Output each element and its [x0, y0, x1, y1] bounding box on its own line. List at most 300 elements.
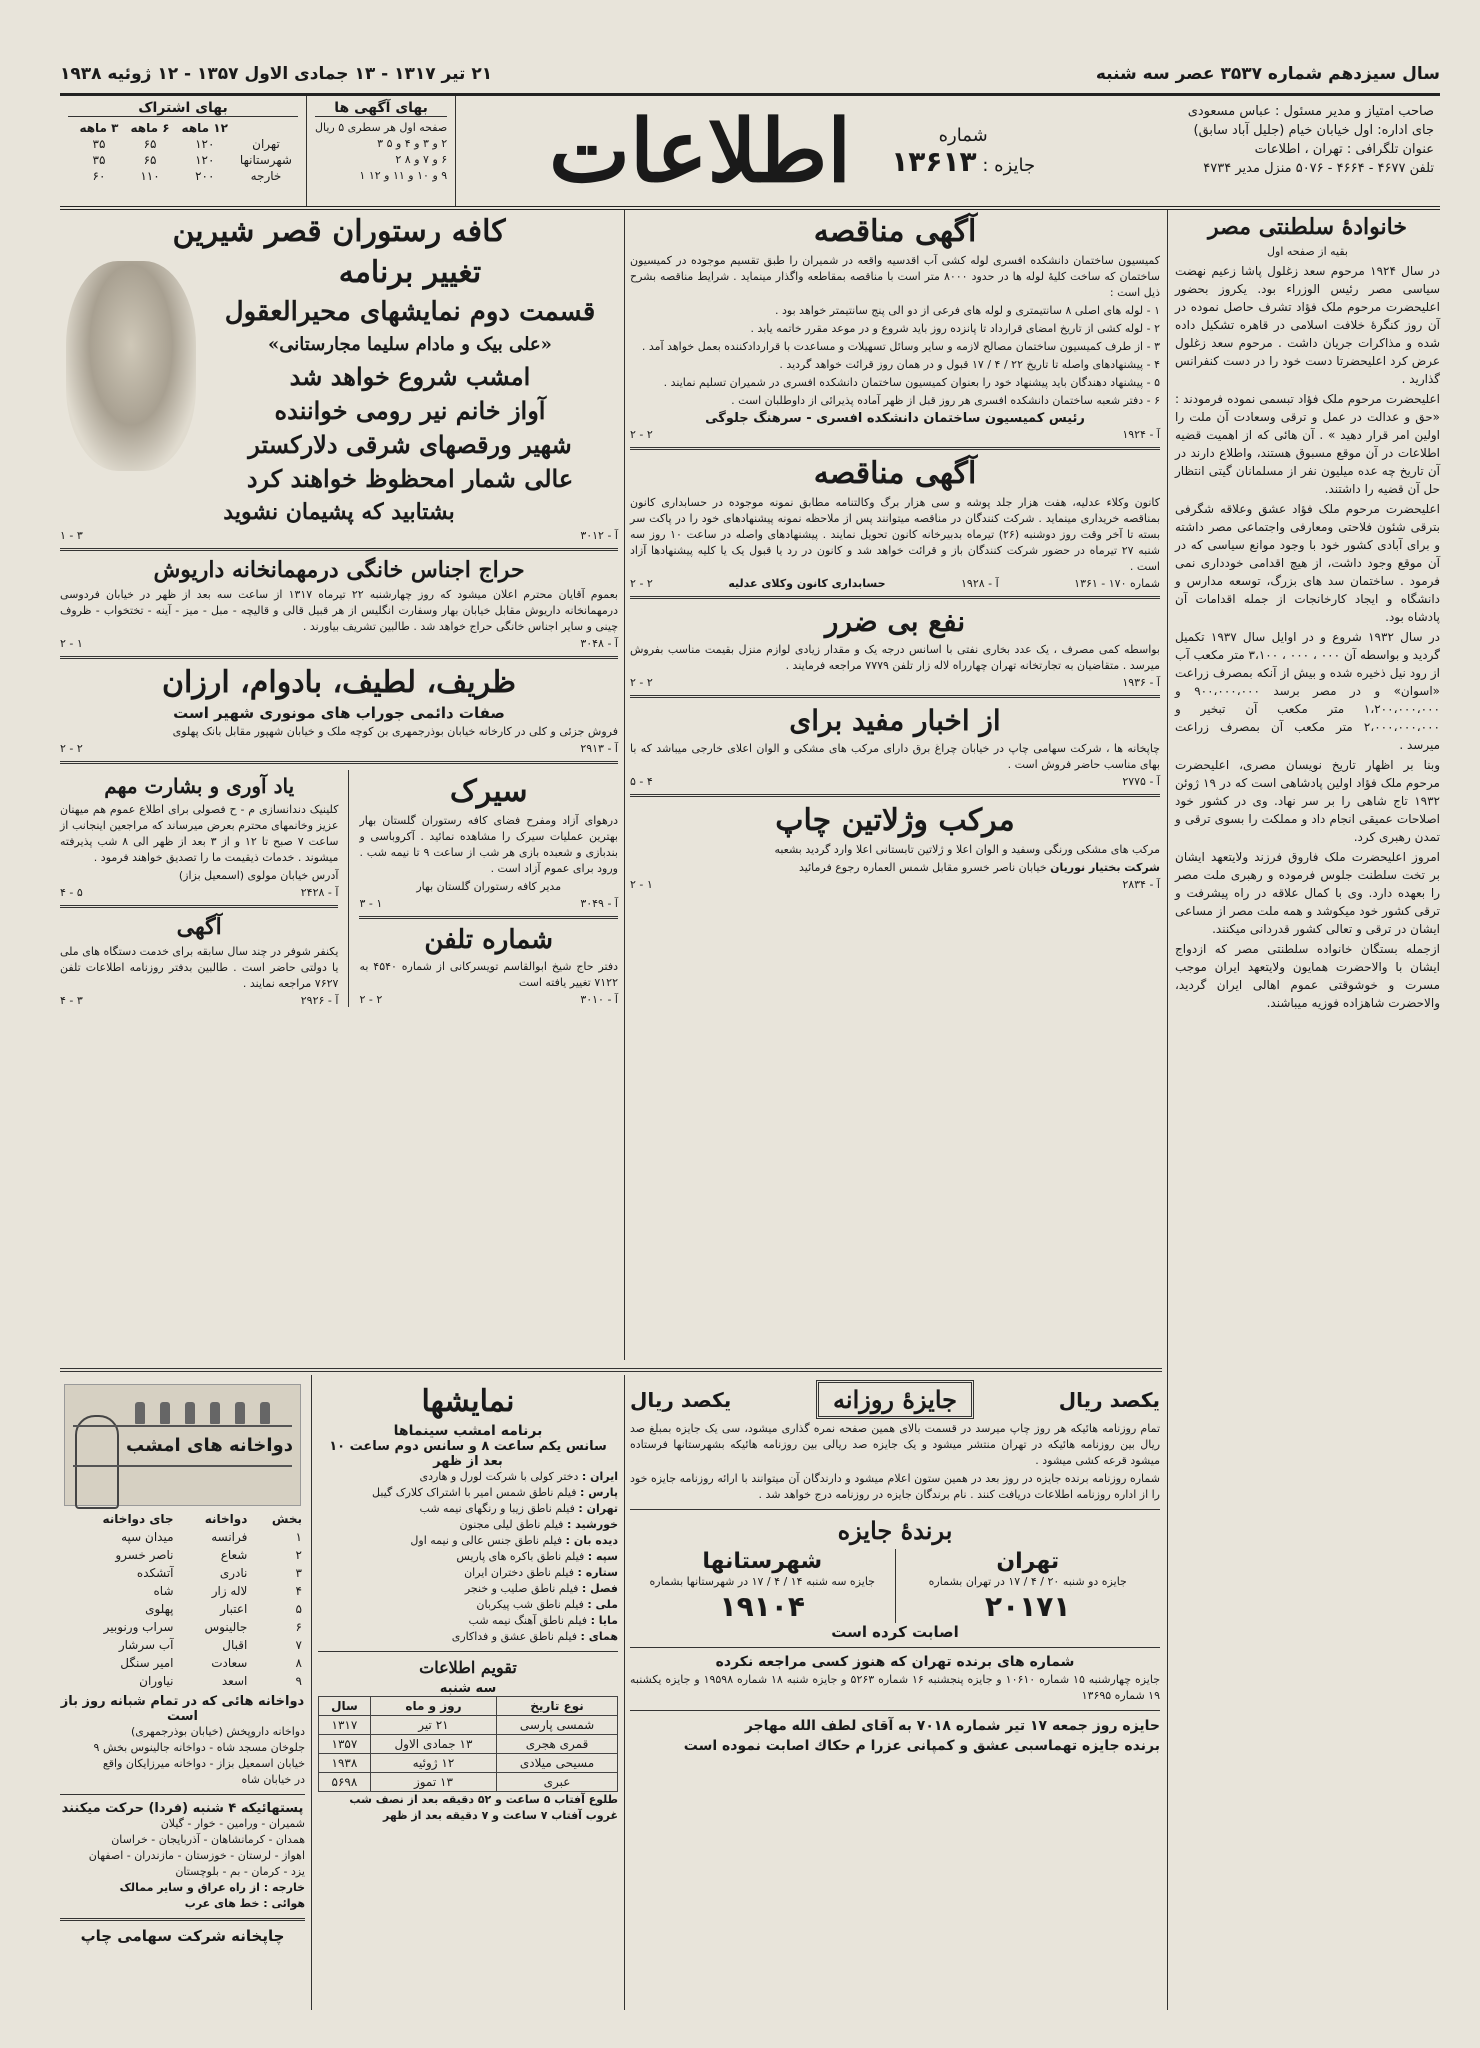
- phone-title: شماره تلفن: [424, 925, 554, 955]
- bottle: [235, 1402, 245, 1424]
- ink-body: مرکب های مشکی ورنگی وسفید و الوان اعلا و ژلاتین تابستانی اعلا وارد گردید بشعبه: [774, 843, 1160, 856]
- subs-cell: ۶۵: [143, 137, 157, 151]
- pharmacy-cell: ۵: [295, 1602, 302, 1616]
- tender2-body: کانون وکلاء عدلیه، هفت هزار جلد پوشه و سی هزار برگ وکالتنامه مطابق نمونه موجوده در حسابداری کانون بمناقصه خریداری مینماید . شرکت کنندگان در مناقصه میتوانند پس از ملاحظه نمونه پیشنهادهای خود را در پاکت سر بسته تا آخر وقت روز دوشنبه (۲۶) تیرماه بدبیرخانه کانون تحویل نمایند . پیشنهادهای واصله در ساعت ۱۰ روز سه شنبه ۲۷ تیرماه در حضور شرکت کنندگان باز و قرائت خواهد شد و کانون در رد یا قبول یک یا کلیه پیشنهادها آزاد است .: [630, 496, 1161, 573]
- ads-line: صفحه اول هر سطری ۵ ریال: [315, 121, 448, 134]
- tender1-item: ۱ - لوله های اصلی ۸ سانتیمتری و لوله های فرعی از دو الی پنج سانتیمتر خواهد بود .: [775, 304, 1160, 317]
- egypt-subtitle: بقیه از صفحه اول: [1267, 245, 1348, 258]
- cafe-line: شهیر ورقصهای شرقی دلارکستر: [248, 430, 572, 459]
- cinema-name: تهران :: [578, 1502, 618, 1515]
- ref-a: آ - ۲۸۳۴: [1122, 878, 1160, 891]
- ink-ref: [630, 878, 1160, 891]
- cafe-line: تغییر برنامه: [338, 255, 482, 290]
- tender1-item: ۶ - دفتر شعبه ساختمان دانشکده افسری هر روز قبل از ظهر آماده پذیرائی از داوطلبان است .: [731, 394, 1160, 407]
- section-divider: [60, 1794, 305, 1795]
- unclaimed-body: جایزه چهارشنبه ۱۵ شماره ۱۰۶۱۰ و جایزه پنجشنبه ۱۶ شماره ۵۲۶۳ و جایزه شنبه ۱۸ شماره ۱۹۵۹۸ و جایزه یکشنبه ۱۹ شماره ۱۳۶۹۵: [630, 1673, 1161, 1702]
- ads-line: ۹ و ۱۰ و ۱۱ و ۱۲ ۱: [359, 169, 448, 182]
- issue-date: ۲۱ تیر ۱۳۱۷ - ۱۳ جمادی الاول ۱۳۵۷ - ۱۲ ژوئیه ۱۹۳۸: [60, 64, 493, 84]
- ref-b: ۲ - ۲: [630, 577, 653, 590]
- calendar-cell: عبری: [497, 1773, 618, 1792]
- pharmacy-cell: سعادت: [211, 1656, 248, 1670]
- ads-price-box: [307, 96, 456, 206]
- bottle: [185, 1402, 195, 1424]
- tender2-sign: حسابداری کانون وکلای عدلیه: [728, 577, 886, 590]
- subs-cell: ۱۲۰: [195, 137, 215, 151]
- subs-cell: خارجه: [250, 169, 282, 183]
- section-divider: [60, 761, 618, 764]
- phone-ref: [359, 993, 618, 1006]
- circus-title: سیرک: [449, 774, 528, 809]
- pharmacist-figure: [75, 1415, 119, 1509]
- daily-body: تمام روزنامه هائیکه هر روز چاپ میرسد در قسمت بالای همین صفحه نمره گذاری میشود، سی یک جایزه بمبلغ صد ریال بین روزنامه هائیکه در تهران منتشر میشود و یک جایزه صد ریالی بین روزنامه هائیکه بشهرستانها فرستاده میشود قرعه کشی میشود .: [630, 1422, 1160, 1467]
- pharmacy-row: [60, 1672, 305, 1690]
- unclaimed-title: شماره های برنده تهران که هنوز کسی مراجعه نکرده: [715, 1654, 1075, 1670]
- auction-ref: [60, 637, 618, 650]
- ads-line: ۶ و ۷ و ۸ ۲: [395, 153, 448, 166]
- shelf: [73, 1425, 292, 1427]
- pharmacy-cell: اسعد: [221, 1674, 248, 1688]
- ref-a: آ - ۲۴۲۸: [300, 886, 339, 899]
- pharmacy-head: دواخانه: [204, 1512, 248, 1526]
- pharmacy-cell: فرانسه: [211, 1530, 248, 1544]
- circus-ad: [359, 770, 618, 1007]
- ref-b: ۴ - ۵: [630, 775, 653, 788]
- calendar-cell: ۱۳ جمادی الاول: [370, 1735, 496, 1754]
- notice-title: آگهی: [176, 914, 222, 940]
- press-name: چاپخانه شرکت سهامی چاپ: [80, 1927, 285, 1945]
- ref-b: ۱ - ۲: [60, 637, 83, 650]
- daily-footer: حایزه روز جمعه ۱۷ تیر شماره ۷۰۱۸ به آقای لطف الله مهاجر: [744, 1718, 1160, 1734]
- pharmacy-cell: میدان سپه: [121, 1530, 174, 1544]
- cinema-desc: دختر کولی با شرکت لورل و هاردی: [419, 1470, 579, 1483]
- section-divider: [60, 656, 618, 659]
- publisher-info: [1128, 96, 1440, 206]
- subscription-box: [60, 96, 307, 206]
- cinema-item: [318, 1549, 618, 1565]
- section-divider: [630, 1710, 1160, 1711]
- pharmacy-line: در خیابان شاه: [241, 1773, 305, 1786]
- egypt-paragraph: در سال ۱۹۳۲ شروع و در اوایل سال ۱۹۳۷ تکمیل گردید و بواسطه آن ۰۰۰ ، ۰۰۰ ، ۳،۱۰۰ متر مکعب آب از رود نیل ذخیره شده و بیش از آنکه بمصرف زراعت «اسوان» و در مصر برسد ۹۰۰،۰۰۰،۰۰۰ و ۱،۲۰۰،۰۰۰،۰۰۰ متر مکعب آن تبخیر و ۲،۰۰۰،۰۰۰،۰۰۰ متر مکعب آن بمصرف زراعت میرسد .: [1175, 630, 1440, 752]
- cinema-desc: فیلم ناطق باکره های پاریس: [456, 1550, 585, 1563]
- section-divider: [630, 1509, 1160, 1510]
- performer-portrait: [66, 261, 196, 471]
- cafe-line: بشتابید که پشیمان نشوید: [223, 499, 455, 525]
- circus-sign: مدیر کافه رستوران گلستان بهار: [416, 880, 562, 893]
- pharmacy-cell: ۸: [295, 1656, 302, 1670]
- daily-prize: [630, 1380, 1160, 2010]
- post-foreign: خارجه : از راه عراق و سایر ممالک: [119, 1881, 305, 1894]
- ref-a: آ - ۳۰۱۲: [580, 529, 618, 542]
- column-rule: [624, 210, 625, 1360]
- cinema-item: [318, 1517, 618, 1533]
- pharmacy-line: خیابان اسمعیل بزاز - دواخانه میرزایکان واقع: [102, 1757, 305, 1770]
- claimed-text: اصابت کرده است: [831, 1623, 959, 1641]
- page-columns: [60, 210, 1440, 2010]
- subs-cell: ۶۵: [143, 153, 157, 167]
- cinema-name: همای :: [580, 1630, 618, 1643]
- ref-a: آ - ۱۹۳۶: [1122, 676, 1160, 689]
- subs-cell: شهرستانها: [239, 153, 292, 167]
- column-rule: [348, 770, 349, 1007]
- cafe-title: کافه رستوران قصر شیرین: [172, 214, 506, 249]
- pharmacy-row: [60, 1546, 305, 1564]
- cinema-desc: فیلم ناطق عشق و فداکاری: [451, 1630, 578, 1643]
- column-rule: [1167, 210, 1168, 2010]
- section-divider: [60, 1918, 305, 1921]
- post-title: پستهائیکه ۴ شنبه (فردا) حرکت میکنند: [61, 1801, 304, 1816]
- daily-title: جایزهٔ روزانه: [816, 1380, 974, 1419]
- top-line: [60, 55, 1440, 96]
- pharmacy-cell: لاله زار: [211, 1584, 248, 1598]
- ref-b: ۲ - ۲: [630, 676, 653, 689]
- pharmacy-cell: ۹: [295, 1674, 302, 1688]
- tehran-winner: [896, 1549, 1161, 1623]
- address-line: جای اداره: اول خیابان خیام (جلیل آباد سابق): [1193, 123, 1434, 138]
- masthead: [60, 96, 1440, 210]
- ref-b: ۱ - ۳: [359, 897, 383, 910]
- pharmacy-illustration: [64, 1384, 301, 1506]
- tender1-sign: رئیس کمیسیون ساختمان دانشکده افسری - سرهنگ جلوگی: [705, 411, 1085, 426]
- socks-sub: صفات دائمی جوراب های مونوری شهیر است: [173, 704, 505, 722]
- cinema-section: [318, 1380, 618, 2010]
- pharmacy-cell: ۱: [295, 1530, 302, 1544]
- shelf: [73, 1465, 292, 1467]
- nafa-body: بواسطه کمی مصرف ، یک عدد بخاری نفتی با اسانس درجه یک و مقدار زیادی لوازم منزل بقیمت مناسب بفروش میرسد . متقاضیان به تجارتخانه تهران چهارراه لاله زار تلفن ۷۷۷۹ مراجعه فرمایند .: [630, 643, 1160, 672]
- cafe-line: «علی بیک و مادام سلیما مجارستانی»: [268, 334, 552, 355]
- cinema-desc: فیلم ناطق دختران ایران: [464, 1566, 574, 1579]
- ref-a: آ - ۳۰۴۹: [580, 897, 618, 910]
- bottom-divider: [60, 1368, 1162, 1372]
- cinema-name: فصل :: [581, 1582, 618, 1595]
- reminder-ad: [60, 770, 338, 1007]
- pharmacy-line: دواخانه داروپخش (خیابان بوذرجمهری): [130, 1725, 305, 1738]
- daily-footer: برنده جایزه تهماسبی عشق و کمپانی عزرا م حکاك اصابت نموده است: [683, 1738, 1160, 1754]
- issue-number: ۱۳۶۱۳: [891, 145, 977, 178]
- calendar-cell: مسیحی میلادی: [497, 1754, 618, 1773]
- bottle: [135, 1402, 145, 1424]
- tender1-item: ۴ - پیشنهادهای واصله تا تاریخ ۲۲ / ۴ / ۱۷ قبول و در همان روز قرائت خواهد گردید .: [779, 358, 1160, 371]
- newspaper-logo: اطلاعات: [549, 100, 852, 202]
- section-divider: [630, 794, 1160, 797]
- cafe-ref: [60, 529, 618, 542]
- sunrise: طلوع آفتاب ۵ ساعت و ۵۲ دقیقه بعد از نصف شب: [349, 1793, 618, 1806]
- ref-b: ۳ - ۴: [60, 994, 83, 1007]
- pharmacy-cell: نیاوران: [139, 1674, 174, 1688]
- cinema-item: [318, 1485, 618, 1501]
- pharmacy-cell: آتشکده: [136, 1566, 174, 1580]
- cities-line: جایزه سه شنبه ۱۴ / ۴ / ۱۷ در شهرستانها بشماره: [649, 1575, 875, 1588]
- ref-b: ۲ - ۲: [630, 428, 653, 441]
- section-divider: [630, 447, 1160, 450]
- subs-cell: ۱۱۰: [140, 169, 160, 183]
- ink-company: شرکت بختیار نوریان: [1050, 861, 1160, 874]
- owner-line: صاحب امتیاز و مدیر مسئول : عباس مسعودی: [1187, 104, 1434, 119]
- section-divider: [359, 916, 618, 919]
- tender1-item: ۲ - لوله کشی از تاریخ امضای قرارداد تا پانزده روز باید شروع و در موعد مقرر خاتمه یابد .: [750, 322, 1160, 335]
- pharmacy-head: بخش: [271, 1512, 302, 1526]
- section-divider: [318, 1651, 618, 1652]
- egypt-paragraph: اعلیحضرت مرحوم ملک فؤاد تبسمی نموده فرمودند : «حق و عدالت در عمل و ترقی وسعادت آن ملت را اولین امر قرار دهید » . آن هائی که از اهمیت قضیه اطلاعات در آن موقع مسبوق هستند، واطلاع دارند در آن تاریخ چه عده میلیون نفر از مسلمانان گیتی انتظار حل آن قضیه را داشتند.: [1175, 392, 1440, 496]
- socks-body: فروش جزئی و کلی در کارخانه خیابان بوذرجمهری بن کوچه ملک و خیابان شهپور مقابل بانک پهلوی: [172, 725, 618, 738]
- cinema-desc: فیلم ناطق لیلی مجنون: [459, 1518, 564, 1531]
- calendar-table: [318, 1696, 618, 1792]
- bottle: [210, 1402, 220, 1424]
- subs-head: ۶ ماهه: [130, 121, 170, 135]
- subs-cell: ۶۰: [92, 169, 106, 183]
- pharmacy-cell: اعتبار: [220, 1602, 248, 1616]
- ink-address: خیابان ناصر خسرو مقابل شمس العماره رجوع فرمائید: [798, 861, 1047, 874]
- section-divider: [630, 596, 1160, 599]
- subs-cell: ۳۵: [92, 137, 106, 151]
- auction-title: حراج اجناس خانگی درمهمانخانه داریوش: [153, 557, 525, 583]
- winners-title: برندهٔ جایزه: [837, 1516, 953, 1545]
- pharmacy-cell: ۴: [295, 1584, 302, 1598]
- pharmacy-row: [60, 1564, 305, 1582]
- tender2-date: شماره ۱۷۰ - ۱۳۶۱: [1074, 577, 1160, 590]
- circus-ref: [359, 897, 618, 910]
- ref-a: آ - ۱۹۲۴: [1122, 428, 1160, 441]
- issue-info: سال سیزدهم شماره ۳۵۳۷ عصر سه شنبه: [1095, 64, 1440, 84]
- calendar-cell: ۱۳ تموز: [370, 1773, 496, 1792]
- section-divider: [630, 695, 1160, 698]
- pharmacy-cell: ۳: [295, 1566, 302, 1580]
- akhbar-ref: [630, 775, 1160, 788]
- ref-a: آ - ۲۹۲۶: [300, 994, 339, 1007]
- calendar-title: تقویم اطلاعات: [419, 1658, 517, 1677]
- cinema-desc: فیلم ناطق آهنگ نیمه شب: [468, 1614, 588, 1627]
- cinema-item: [318, 1597, 618, 1613]
- post-line: همدان - کرمانشاهان - آذربایجان - خراسان: [111, 1833, 305, 1846]
- cinema-name: مایا :: [590, 1614, 618, 1627]
- cinema-item: [318, 1581, 618, 1597]
- pharmacy-note: دواخانه هائی که در تمام شبانه روز باز است: [60, 1694, 305, 1724]
- subs-head: ۳ ماهه: [79, 121, 119, 135]
- ref-a: آ - ۲۷۷۵: [1122, 775, 1160, 788]
- subs-cell: ۲۰۰: [195, 169, 215, 183]
- cinema-name: پارس :: [579, 1486, 618, 1499]
- cinema-desc: فیلم ناطق جنس عالی و نیمه اول: [410, 1534, 563, 1547]
- cinema-desc: فیلم ناطق زیبا و رنگهای نیمه شب: [419, 1502, 575, 1515]
- socks-ref: [60, 742, 618, 755]
- calendar-head: روز و ماه: [370, 1697, 496, 1716]
- cinema-subtitle: برنامه امشب سینماها: [393, 1423, 543, 1439]
- ads-line: ۲ و ۳ و ۴ و ۵ ۳: [377, 137, 448, 150]
- ref-b: ۲ - ۲: [359, 993, 383, 1006]
- ref-b: ۵ - ۴: [60, 886, 83, 899]
- issue-number-box: [891, 123, 1035, 179]
- post-line: شمیران - ورامین - خوار - گیلان: [160, 1817, 305, 1830]
- ref-b: ۳ - ۱: [60, 529, 83, 542]
- column-rule: [624, 1375, 625, 2010]
- daily-side: یکصد ریال: [1058, 1387, 1160, 1412]
- pharmacy-cell: شاه: [153, 1584, 174, 1598]
- reminder-ref: [60, 886, 338, 899]
- cinema-name: خورشید :: [566, 1518, 618, 1531]
- calendar-cell: ۲۱ تیر: [370, 1716, 496, 1735]
- socks-title: ظریف، لطیف، بادوام، ارزان: [162, 665, 516, 700]
- pharmacy-sign: دواخانه های امشب: [126, 1435, 293, 1456]
- daily-prize-header: [630, 1380, 1160, 1419]
- issue-label: شماره: [938, 125, 988, 146]
- egypt-article: [1175, 210, 1440, 2010]
- calendar-cell: ۱۳۱۷: [319, 1716, 371, 1735]
- cinema-item: [318, 1629, 618, 1645]
- subs-head: ۱۲ ماهه: [181, 121, 228, 135]
- subs-cell: تهران: [252, 137, 280, 151]
- pharmacy-line: جلوخان مسجد شاه - دواخانه جالینوس بخش ۹: [93, 1741, 305, 1754]
- pharmacy-section: [60, 1380, 305, 2010]
- newspaper-page: [60, 55, 1440, 2015]
- pharmacy-row: [60, 1582, 305, 1600]
- pharmacy-cell: نادری: [219, 1566, 248, 1580]
- ref-a: آ - ۳۰۱۰: [580, 993, 618, 1006]
- cinema-desc: فیلم ناطق شمس امیر با اشتراک کلارک گیبل: [372, 1486, 577, 1499]
- pharmacy-row: [60, 1528, 305, 1546]
- notice-body: یکنفر شوفر در چند سال سابقه برای خدمت دستگاه های ملی یا دولتی حاضر است . طالبین بدفتر روزنامه اطلاعات تلفن ۷۶۲۷ مراجعه نمایند .: [60, 945, 339, 990]
- reminder-title: یاد آوری و بشارت مهم: [104, 774, 295, 798]
- cafe-line: عالی شمار امحظوظ خواهند کرد: [246, 464, 574, 493]
- left-column: [60, 210, 618, 1360]
- cinema-title: نمایشها: [421, 1384, 515, 1419]
- pharmacy-cell: سراب ورنوبیر: [103, 1620, 174, 1634]
- left-bottom-ads: [60, 770, 618, 1007]
- pharmacy-cell: امیر سنگل: [120, 1656, 174, 1670]
- pharmacy-table: [60, 1510, 305, 1690]
- cinema-name: ملی :: [587, 1598, 618, 1611]
- egypt-paragraph: اعلیحضرت مرحوم ملک فؤاد عشق وعلاقه شگرفی بترقی شئون فلاحتی ومعارفی واجتماعی مصر داشته و برای آبادی کشور خود با وجود موانع سیاسی که در آن موقع وجود داشت، از هیچ اقدامی خودداری نمی فرمود . ساختمان سد های بزرگ، توسعه مدارس و دانشگاه و ایجاد کارخانجات از جمله اقدامات آن پادشاه بود.: [1175, 502, 1440, 624]
- tender1-item: ۳ - از طرف کمیسیون ساختمان مصالح لازمه و سایر وسائل تسهیلات و مساعدت با قراردادکننده بعمل خواهد آمد .: [641, 340, 1160, 353]
- tehran-line: جایزه دو شنبه ۲۰ / ۴ / ۱۷ در تهران بشماره: [928, 1575, 1127, 1588]
- calendar-cell: شمسی پارسی: [497, 1716, 618, 1735]
- pharmacy-head: جای دواخانه: [102, 1512, 174, 1526]
- ref-a: آ - ۲۹۱۳: [580, 742, 618, 755]
- egypt-paragraph: در سال ۱۹۲۴ مرحوم سعد زغلول پاشا زعیم نهضت سیاسی مصر رئیس الوزراء بود. یکروز بحضور اعلیحضرت مرحوم ملک فؤاد تشرف حاصل نموده در آن روز کنگرهٔ خلافت اسلامی در قاهره تشکیل داده شده و مذاکرات جریان داشت . مرحوم سعد زغلول عرض کرد اعلیحضرتا دست خود را در دست کنفرانس گذارید .: [1175, 264, 1441, 386]
- pharmacy-row: [60, 1618, 305, 1636]
- cities-label: شهرستانها: [702, 1549, 823, 1574]
- cafe-line: آواز خانم نیر رومی خواننده: [274, 396, 546, 425]
- post-line: اهواز - لرستان - خوزستان - مازندران - اصفهان: [88, 1849, 305, 1862]
- cinema-desc: فیلم ناطق شب پیکربان: [476, 1598, 584, 1611]
- pharmacy-cell: ۷: [295, 1638, 302, 1652]
- middle-column: [630, 210, 1160, 1360]
- daily-side: یکصد ریال: [630, 1387, 732, 1412]
- pharmacy-row: [60, 1636, 305, 1654]
- nafa-title: نفع بی ضرر: [824, 605, 966, 638]
- telegraph-line: عنوان تلگرافی : تهران ، اطلاعات: [1254, 142, 1434, 157]
- cinema-item: [318, 1469, 618, 1485]
- tehran-number: ۲۰۱۷۱: [985, 1590, 1071, 1623]
- subscription-title: بهای اشتراک: [68, 100, 298, 117]
- ink-title: مرکب وژلاتین چاپ: [775, 803, 1015, 838]
- cinema-times: سانس یکم ساعت ۸ و سانس دوم ساعت ۱۰ بعد از ظهر: [329, 1439, 607, 1469]
- tehran-label: تهران: [996, 1549, 1060, 1574]
- sunset: غروب آفتاب ۷ ساعت و ۷ دقیقه بعد از ظهر: [383, 1809, 618, 1822]
- cinema-desc: فیلم ناطق صلیب و خنجر: [464, 1582, 579, 1595]
- calendar-head: نوع تاریخ: [497, 1697, 618, 1716]
- cinema-name: سپه :: [587, 1550, 618, 1563]
- pharmacy-cell: ۶: [295, 1620, 302, 1634]
- post-line: یزد - کرمان - بم - بلوچستان: [175, 1865, 305, 1878]
- reminder-address: آدرس خیابان مولوی (اسمعیل بزاز): [178, 869, 339, 882]
- masthead-center: [456, 96, 1128, 206]
- daily-body: شماره روزنامه برنده جایزه در روز بعد در همین ستون اعلام میشود و دارندگان آن میتوانند با ارائه روزنامه جایزه خود را از اداره روزنامه اطلاعات دریافت کنند . نام برندگان جایزه در روزنامه درج خواهد شد .: [630, 1472, 1160, 1501]
- calendar-cell: ۱۳۵۷: [319, 1735, 371, 1754]
- ref-b: ۲ - ۲: [60, 742, 83, 755]
- ref-a: آ - ۱۹۲۸: [961, 577, 999, 590]
- calendar-cell: ۱۲ ژوئیه: [370, 1754, 496, 1773]
- cafe-line: قسمت دوم نمایشهای محیرالعقول: [224, 297, 596, 327]
- cinema-name: دیده بان :: [565, 1534, 618, 1547]
- column-rule: [311, 1375, 312, 2010]
- cinema-name: ستاره :: [577, 1566, 618, 1579]
- cinema-item: [318, 1501, 618, 1517]
- bottle: [160, 1402, 170, 1424]
- cinema-item: [318, 1565, 618, 1581]
- pharmacy-row: [60, 1654, 305, 1672]
- cafe-line: امشب شروع خواهد شد: [289, 362, 531, 391]
- bottle: [260, 1402, 270, 1424]
- egypt-paragraph: ازجمله بستگان خانواده سلطنتی مصر که ازدواج ایشان با والاحضرت همایون ولایتعهد ایران موجب مسرت و خوشوقتی عموم اهالی ایران گردید، والاحضرت شاهزاده فوزیه میباشند.: [1175, 942, 1440, 1010]
- reminder-body: کلینیک دندانسازی م - ح فصولی برای اطلاع عموم هم میهنان عزیز وخانمهای محترم بعرض میرساند که مراجعین اینجانب از ساعت ۷ صبح تا ۱۲ و از ۳ بعد از ظهر الی ۸ شب پذیرفته میشوند . خدمات ذیقیمت ما را تصدیق خواهند فرمود .: [60, 803, 339, 864]
- tender2-footer: [630, 577, 1160, 590]
- phone-body: دفتر حاج شیخ ابوالقاسم تویسرکانی از شماره ۴۵۴۰ به ۷۱۲۲ تغییر یافته است: [359, 960, 618, 989]
- tender1-title: آگهی مناقصه: [813, 214, 977, 249]
- cinema-name: ایران :: [581, 1470, 618, 1483]
- notice-ref: [60, 994, 338, 1007]
- pharmacy-row: [60, 1600, 305, 1618]
- winners-box: [630, 1549, 1160, 1623]
- calendar-cell: قمری هجری: [497, 1735, 618, 1754]
- post-air: هوائی : خط های عرب: [184, 1897, 305, 1910]
- ads-price-title: بهای آگهی ها: [315, 100, 447, 117]
- pharmacy-rows: [60, 1528, 305, 1690]
- cinema-item: [318, 1613, 618, 1629]
- nafa-ref: [630, 676, 1160, 689]
- tender2-title: آگهی مناقصه: [813, 456, 977, 491]
- tender1-ref: [630, 428, 1160, 441]
- egypt-paragraph: وبنا بر اظهار تاریخ نویسان مصری، اعلیحضرت مرحوم ملک فؤاد اولین پادشاهی است که در ۱۹ ژوئن ۱۹۳۲ تاج شاهی را بر سر نهاد. وی در کشور خود اصلاحات عمیقی انجام داد و مملکت را بسوی ترقی و تمدن رهبری کرد.: [1175, 758, 1440, 844]
- ref-b: ۱ - ۲: [630, 878, 653, 891]
- prize-label: جایزه :: [982, 155, 1036, 176]
- section-divider: [60, 548, 618, 551]
- subs-cell: ۳۵: [92, 153, 106, 167]
- egypt-title: خانوادهٔ سلطنتی مصر: [1208, 214, 1407, 240]
- calendar-day: سه شنبه: [439, 1681, 497, 1696]
- subscription-table: [73, 120, 298, 184]
- calendar-head: سال: [319, 1697, 371, 1716]
- egypt-paragraph: امروز اعلیحضرت ملک فاروق فرزند ولایتعهد ایشان بر تخت سلطنت جلوس فرموده و رهبری ملت مصر را بعهده دارد. وی با کمال علاقه در راه پیشرفت و ترقی کشور خود میکوشد و همه ملت مصر از مساعی ایشان در ترقی و تعالی کشور قدردانی میکنند.: [1175, 850, 1440, 936]
- pharmacy-cell: ناصر خسرو: [115, 1548, 174, 1562]
- pharmacy-cell: پهلوی: [145, 1602, 174, 1616]
- tender1-item: ۵ - پیشنهاد دهندگان باید پیشنهاد خود را بعنوان کمیسیون ساختمان دانشکده افسری در شمیران تسلیم نمایند .: [663, 376, 1160, 389]
- section-divider: [60, 905, 338, 908]
- akhbar-title: از اخبار مفید برای: [789, 704, 1001, 737]
- circus-body: درهوای آزاد ومفرح فضای کافه رستوران گلستان بهار بهترین عملیات سیرک را مشاهده نمائید . آکروباسی و بندبازی و شعبده بازی هر شب از ساعت ۹ تا نیمه شب . ورود برای عموم آزاد است .: [359, 814, 618, 875]
- cinema-item: [318, 1533, 618, 1549]
- section-divider: [630, 1647, 1160, 1648]
- tender1-body: کمیسیون ساختمان دانشکده افسری لوله کشی آب اقدسیه واقعه در شمیران را طبق تقسیم موجوده در کمیسیون ساختمان که ساخت کلیهٔ لوله ها در حدود ۸۰۰۰ متر است با مناقصه بمقاطعه واگذار مینماید . شرایط مناقصه بشرح ذیل است :: [630, 254, 1160, 299]
- calendar-cell: ۱۹۳۸: [319, 1754, 371, 1773]
- cities-winner: [630, 1549, 895, 1623]
- column-rule: [895, 1549, 896, 1623]
- phone-line: تلفن ۴۶۷۷ - ۴۶۶۴ - ۵۰۷۶ منزل مدیر ۴۷۳۴: [1203, 161, 1434, 176]
- ref-a: آ - ۳۰۴۸: [580, 637, 618, 650]
- auction-body: بعموم آقایان محترم اعلان میشود که روز چهارشنبه ۲۲ تیرماه ۱۳۱۷ از ساعت سه بعد از ظهر در خیابان فردوسی درمهمانخانه داریوش مقابل خیابان بهار وسفارت انگلیس از هر قبیل قالی و قالیچه - مبل - میز - آینه - تختخواب - ظروف چینی و سایر اجناس خانگی حراج خواهد شد . طالبین تشریف بیاورند .: [60, 588, 618, 633]
- cinema-list: [318, 1469, 618, 1645]
- pharmacy-cell: ۲: [295, 1548, 302, 1562]
- pharmacy-cell: آب سرشار: [118, 1638, 174, 1652]
- pharmacy-cell: جالینوس: [204, 1620, 248, 1634]
